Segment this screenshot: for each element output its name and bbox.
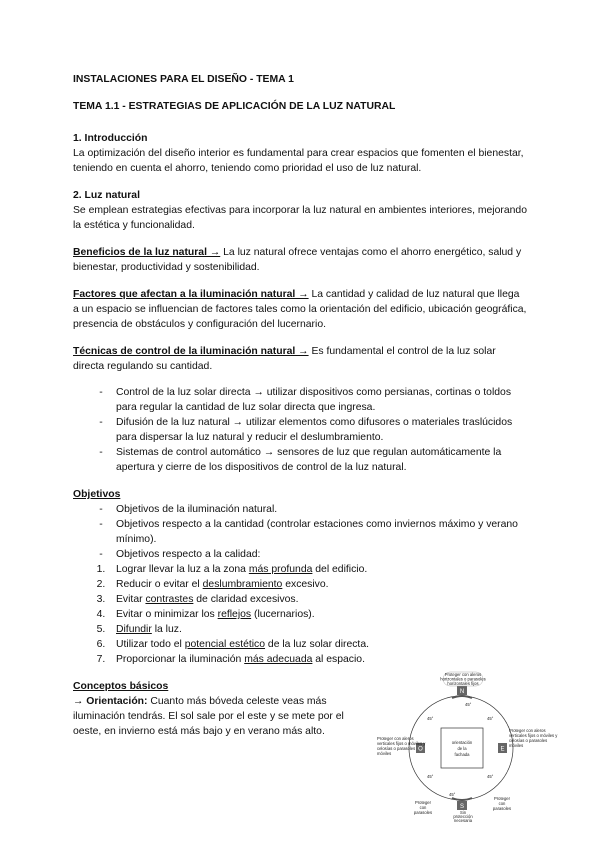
left-text-4: móviles [377,751,392,756]
tecnicas-label: Técnicas de control de la iluminación natural → [73,346,309,357]
center-text-1: orientación [451,740,473,745]
left-text-3: celosías o parasoles [377,746,416,751]
beneficios-text: La luz natural ofrece ventajas como el ahorro energético, salud y bienestar, productividad y sostenibilidad. [73,247,522,273]
right-text-1: Proteger con aleros [509,728,546,733]
top-text-2: horizontales o parasoles [440,676,486,682]
south-label: S [459,804,465,810]
list-item: - Objetivos de la iluminación natural. [99,504,278,515]
bottom-left-text-2: con [419,805,427,810]
north-arc [452,696,472,698]
objetivos-dash-list [91,502,528,562]
center-text-3: fachada [454,752,470,757]
bottom-right-text-3: parasoles [492,806,512,811]
section-objetivos [73,487,528,667]
left-text-2: verticales fijos o móviles y [377,741,426,746]
bottom-left-text-3: parasoles [413,810,433,815]
list-item: - Sistemas de control automático → sensores de luz que regulan automáticamente la apertura y cierre de los dispositivos de control de la luz natural. [99,447,502,473]
bottom-right-text-1: Proteger [493,796,511,801]
tecnicas-list [91,385,528,475]
list-item: - Control de la luz solar directa → utilizar dispositivos como persianas, cortinas o toldos para regular la cantidad de luz solar directa que ingresa. [99,387,512,413]
north-label: N [459,689,465,695]
section-introduccion [73,131,528,176]
intro-text: La optimización del diseño interior es fundamental para crear espacios que fomenten el bienestar, teniendo en cuenta el ahorro, teniendo como prioridad el uso de luz natural. [73,148,524,174]
document-subtitle: TEMA 1.1 - ESTRATEGIAS DE APLICACIÓN DE LA LUZ NATURAL [73,101,396,112]
west-label: O [418,746,423,753]
tecnicas-paragraph [73,344,528,374]
list-item: 2. Reducir o evitar el deslumbramiento excesivo. [96,579,329,590]
tecnicas-text: Es fundamental el control de la luz solar directa regulando su cantidad. [73,346,496,372]
list-item: 1. Lograr llevar la luz a la zona más profunda del edificio. [96,564,368,575]
list-item: 3. Evitar contrastes de claridad excesivos. [96,594,299,605]
top-text-1: Proteger con aleros [444,672,482,677]
conceptos-heading: Conceptos básicos [73,681,169,692]
right-text-3: celosías o parasoles [509,738,548,743]
intro-heading: 1. Introducción [73,133,148,144]
bottom-center-text-3: necesaria [453,818,473,823]
list-item: 5. Difundir la luz. [96,624,182,635]
top-text-3: horizontales fijos [447,681,479,686]
factores-paragraph [73,287,528,332]
list-item: - Objetivos respecto a la cantidad (controlar estaciones como inviernos máximo y verano mínimo). [99,519,518,545]
objetivos-numbered-list [91,562,528,667]
list-item: - Difusión de la luz natural → utilizar elementos como difusores o materiales traslúcidos para dispersar la luz natural y reducir el deslumbramiento. [99,417,513,443]
angle-ne: 45° [487,716,494,721]
section-luz-natural [73,188,528,233]
right-text-4: móviles [509,743,524,748]
orientacion-text: Cuanto más bóveda celeste veas más iluminación tendrás. El sol sale por el este y se mete por el oeste, en invierno está más bajo y en verano más alto. [73,696,344,737]
bottom-right-text-2: con [498,801,506,806]
list-item: 6. Utilizar todo el potencial estético de la luz solar directa. [96,639,369,650]
document-title: INSTALACIONES PARA EL DISEÑO - TEMA 1 [73,74,294,85]
angle-bottom: 45° [449,792,456,797]
angle-top: 45° [465,702,472,707]
bottom-center-text-1: Sin [459,810,467,815]
list-item: 4. Evitar o minimizar los reflejos (lucernarios). [96,609,315,620]
right-text-2: verticales fijos o móviles y [509,733,558,738]
angle-se: 45° [487,774,494,779]
east-label: E [500,746,505,753]
center-text-2: de la [457,746,467,751]
factores-text: La cantidad y calidad de luz natural que llega a un espacio se influencian de factores tales como la orientación del edificio, ubicación geográfica, presencia de obstáculos y configuración del lucernario. [73,289,527,330]
document-page [73,72,528,739]
orientacion-label: → Orientación: [73,696,148,707]
list-item: 7. Proporcionar la iluminación más adecuada al espacio. [96,654,365,665]
orientation-diagram [377,672,558,823]
bottom-left-text-1: Proteger [414,800,432,805]
list-item: - Objetivos respecto a la calidad: [99,549,261,560]
objetivos-heading: Objetivos [73,489,121,500]
luz-natural-text: Se emplean estrategias efectivas para incorporar la luz natural en ambientes interiores, mejorando la estética y funcionalidad. [73,205,527,231]
beneficios-label: Beneficios de la luz natural → [73,247,221,258]
angle-nw: 45° [427,716,434,721]
beneficios-paragraph [73,245,528,275]
luz-natural-heading: 2. Luz natural [73,190,140,201]
south-arc [452,798,472,800]
orientacion-paragraph [73,694,368,739]
left-text-1: Proteger con aleros [377,736,414,741]
factores-label: Factores que afectan a la iluminación natural → [73,289,309,300]
angle-sw: 45° [427,774,434,779]
bottom-center-text-2: protección [453,814,473,819]
